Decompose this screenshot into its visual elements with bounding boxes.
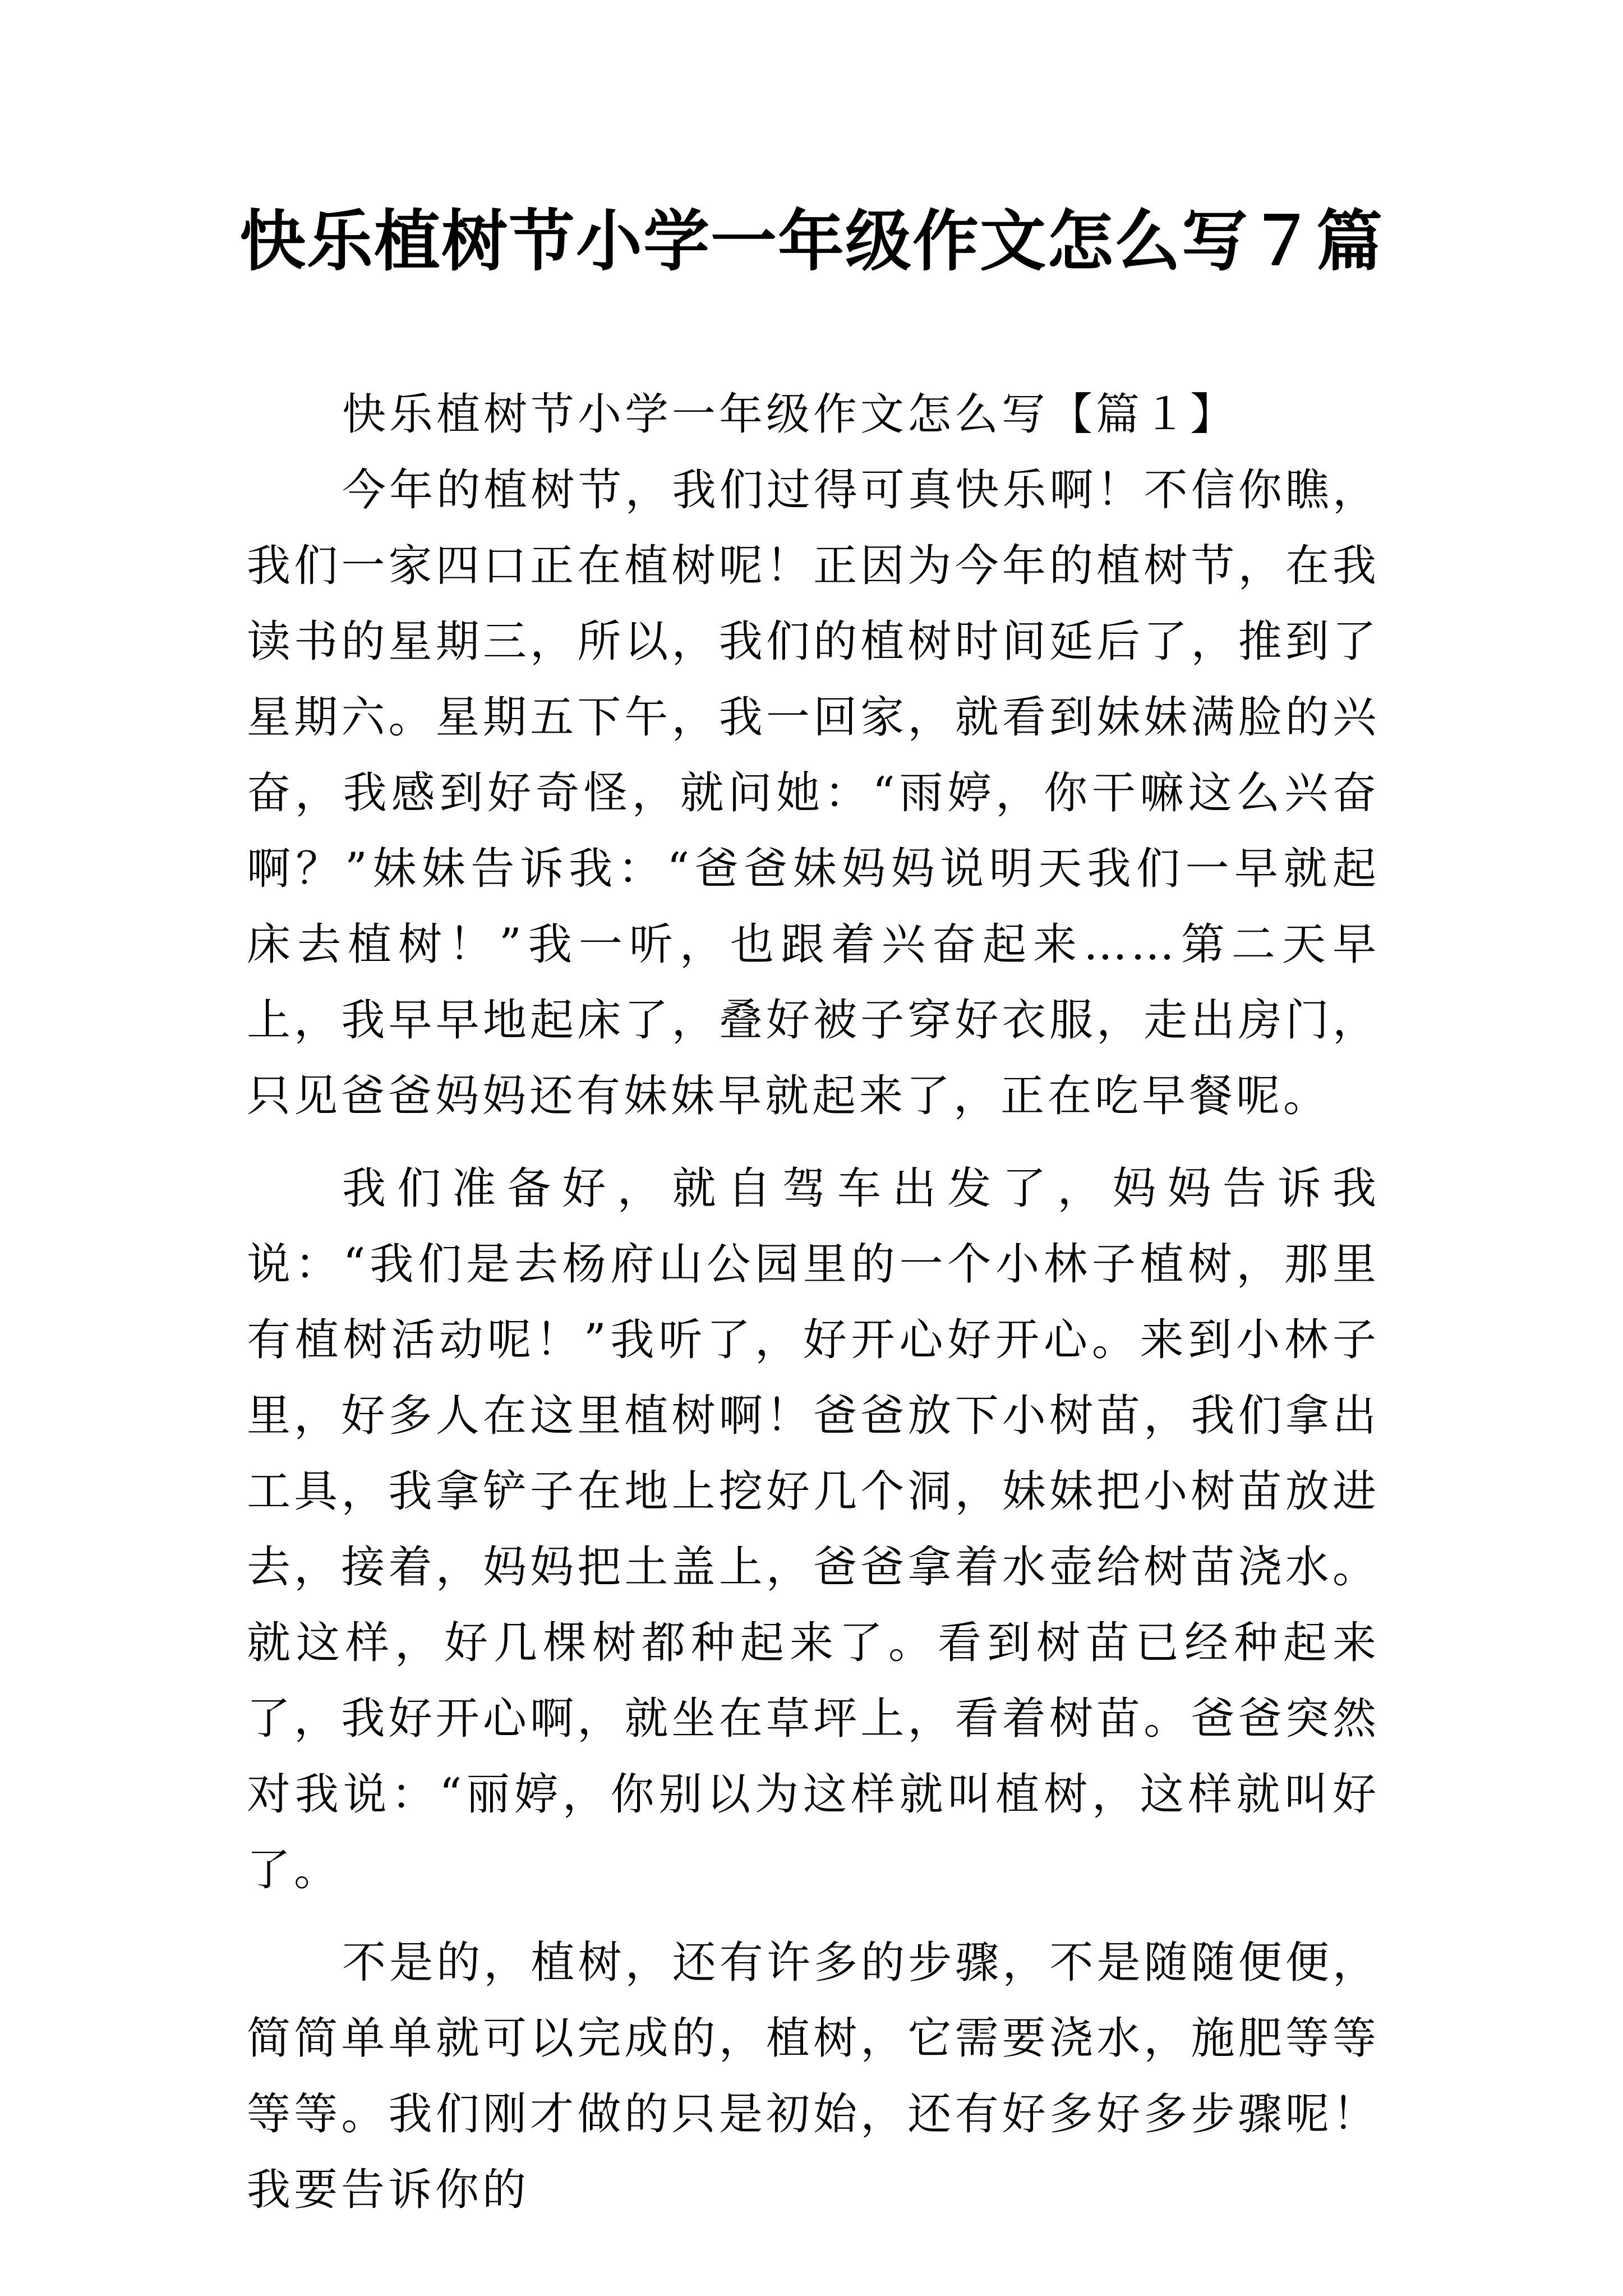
section-heading: 快乐植树节小学一年级作文怎么写【篇１】 (342, 389, 1238, 440)
document-body (247, 377, 1380, 2228)
body-paragraph-2: 我们准备好，就自驾车出发了，妈妈告诉我说：“我们是去杨府山公园里的一个小林子植树，那里有植树活动呢！”我听了，好开心好开心。来到小林子里，好多人在这里植树啊！爸爸放下小树苗，我们拿出工具，我拿铲子在地上挖好几个洞，妹妹把小树苗放进去，接着，妈妈把土盖上，爸爸拿着水壶给树苗浇水。就这样，好几棵树都种起来了。看到树苗已经种起来了，我好开心啊，就坐在草坪上，看着树苗。爸爸突然对我说：“丽婷，你别以为这样就叫植树，这样就叫好了。 (247, 1163, 1380, 1895)
body-paragraph-1: 今年的植树节，我们过得可真快乐啊！不信你瞧，我们一家四口正在植树呢！正因为今年的植树节，在我读书的星期三，所以，我们的植树时间延后了，推到了星期六。星期五下午，我一回家，就看到妹妹满脸的兴奋，我感到好奇怪，就问她：“雨婷，你干嘛这么兴奋啊？”妹妹告诉我：“爸爸妹妈妈说明天我们一早就起床去植树！”我一听，也跟着兴奋起来……第二天早上，我早早地起床了，叠好被子穿好衣服，走出房门，只见爸爸妈妈还有妹妹早就起来了，正在吃早餐呢。 (247, 465, 1380, 1121)
document-title: 快乐植树节小学一年级作文怎么写７篇 (239, 202, 1384, 280)
body-paragraph-3: 不是的，植树，还有许多的步骤，不是随随便便，简简单单就可以完成的，植树，它需要浇水，施肥等等等等。我们刚才做的只是初始，还有好多好多步骤呢！我要告诉你的 (247, 1938, 1380, 2215)
